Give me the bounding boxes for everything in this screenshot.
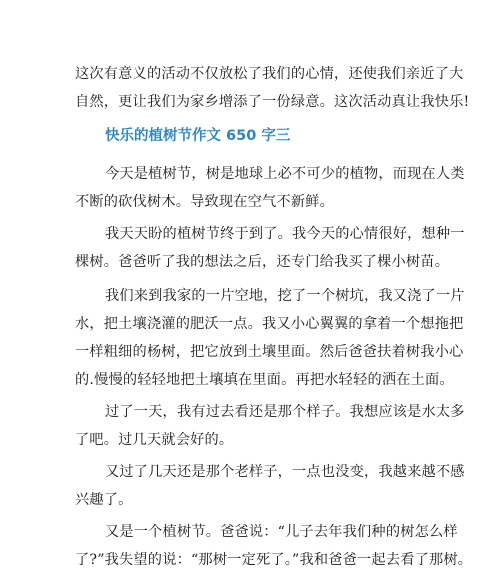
paragraph-line: 又是一个植树节。爸爸说：“儿子去年我们种的树怎么样 bbox=[105, 524, 458, 540]
paragraph-line: 今天是植树节，树是地球上必不可少的植物，而现在人类 bbox=[105, 166, 465, 182]
paragraph-line: 自然，更让我们为家乡增添了一份绿意。这次活动真让我快乐! bbox=[75, 94, 470, 110]
paragraph bbox=[75, 458, 465, 514]
section-heading: 快乐的植树节作文 650 字三 bbox=[105, 128, 291, 144]
paragraph bbox=[75, 160, 465, 216]
paragraph-line: 兴趣了。 bbox=[75, 492, 133, 508]
paragraph-line: 过了一天，我有过去看还是那个样子。我想应该是水太多 bbox=[105, 404, 465, 420]
paragraph-line: 不断的砍伐树木。导致现在空气不新鲜。 bbox=[75, 194, 334, 210]
intro-paragraph bbox=[75, 60, 470, 116]
paragraph bbox=[75, 220, 465, 276]
paragraph-line: 水，把土壤浇灌的肥沃一点。我又小心翼翼的拿着一个想拖把 bbox=[75, 316, 464, 332]
paragraph-line: 我们来到我家的一片空地，挖了一个树坑，我又浇了一片 bbox=[105, 288, 465, 304]
paragraph-line: 棵树。爸爸听了我的想法之后，还专门给我买了棵小树苗。 bbox=[75, 254, 450, 270]
paragraph-line: 了吧。过几天就会好的。 bbox=[75, 432, 234, 448]
paragraph-line: 了?”我失望的说：“那树一定死了。”我和爸爸一起去看了那树。 bbox=[75, 552, 473, 568]
paragraph-line: 我天天盼的植树节终于到了。我今天的心情很好，想种一 bbox=[105, 226, 465, 242]
paragraph-line: 的.慢慢的轻轻地把土壤填在里面。再把水轻轻的洒在土面。 bbox=[75, 372, 454, 388]
paragraph-line: 一样粗细的杨树，把它放到土壤里面。然后爸爸扶着树我小心 bbox=[75, 344, 464, 360]
paragraph bbox=[75, 398, 465, 454]
paragraph-line: 这次有意义的活动不仅放松了我们的心情，还使我们亲近了大 bbox=[75, 66, 464, 82]
paragraph bbox=[75, 282, 465, 394]
paragraph-line: 又过了几天还是那个老样子，一点也没变，我越来越不感 bbox=[105, 464, 465, 480]
